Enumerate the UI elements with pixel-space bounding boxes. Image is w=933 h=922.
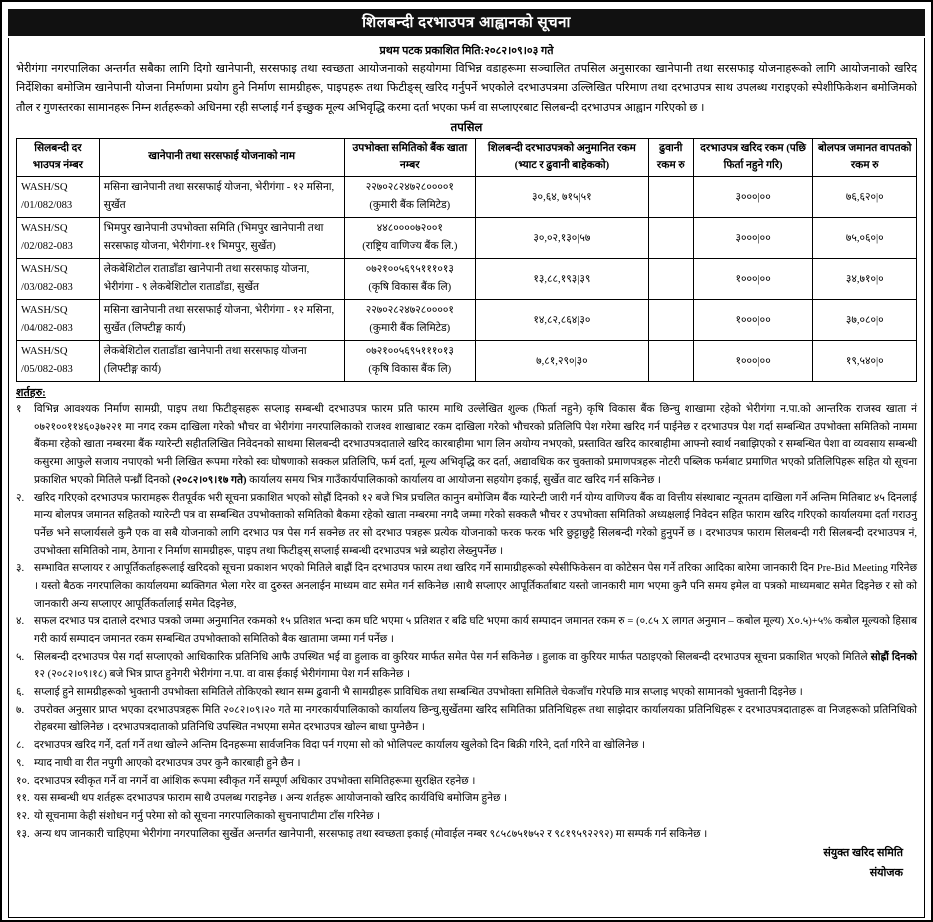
- intro-paragraph: भेरीगंगा नगरपालिका अन्तर्गत सबैका लागि दिगो खानेपानी, सरसफाइ तथा स्वच्छता आयोजनाको सहयोगमा विभिन्न वडाहरूमा सञ्चालित तपसिल अनुसारका खानेपानी तथा सरसफाइ योजनाहरूको लागि आयोजनाको खरिद निर्देशिका बमोजिम खानेपानी योजना निर्माणमा प्रयोग हुने निर्माण सामग्रीहरू, पाइपहरू तथा फिटीङ्स् खरिद गर्नुपर्ने भएकोले दरभाउपत्रमा उल्लिखित परिमाण तथा दरभाउपत्र साथ उपलब्ध गराइएको स्पेशीफिकेशन बमोजिमको तौल र गुणस्तरका सामानहरू निम्न शर्तहरूको अधिनमा रही सप्लाई गर्न इच्छुक मूल्य अभिवृद्धि करमा दर्ता भएका फर्म वा सप्लाएरबाट सिलबन्दी दरभाउपत्र आह्वान गरिएको छ ।: [16, 63, 917, 114]
- term-text-pre: दरभाउपत्र स्वीकृत गर्ने वा नगर्ने वा आंशिक रूपमा स्वीकृत गर्ने सम्पूर्ण अधिकार उपभोक्ता समितिहरूमा सुरक्षित रहनेछ ।: [34, 775, 476, 787]
- term-number: ५.: [16, 651, 25, 663]
- account-number: २२७०२८२४७२८००००१: [365, 305, 454, 317]
- col-header-estimated-amount: शिलबन्दी दरभाउपत्रको अनुमानित रकम (भ्याट र ढुवानी बाहेकको): [475, 139, 648, 177]
- bank-name: (कृषि विकास बैंक लि): [368, 282, 452, 294]
- bank-name: (कुमारी बैंक लिमिटेड): [369, 323, 451, 335]
- bank-account-cell: [344, 259, 475, 300]
- term-text-bold: (२०८२।०९।१७ गते): [172, 474, 247, 486]
- term-item: [16, 808, 917, 826]
- term-text: [34, 773, 917, 791]
- term-number: ७.: [16, 704, 25, 716]
- term-text: [34, 613, 917, 648]
- term-text: [34, 649, 917, 684]
- bid-table: [16, 138, 917, 382]
- term-item: [16, 790, 917, 808]
- bank-name: (कृषि विकास बैंक लि): [368, 364, 452, 376]
- term-text-pre: सिलबन्दी दरभाउपत्र पेस गर्दा सप्लाएको आधिकारिक प्रतिनिधि आफै उपस्थित भई वा हुलाक वा कुरियर मार्फत समेत पेस गर्न सकिनेछ । हुलाक वा कुरियर मार्फत पठाइएको सिलबन्दी दरभाउपत्र सूचना प्रकाशित भएको मितिले: [34, 651, 871, 663]
- term-text-pre: उपरोक्त अनुसार प्राप्त भएका दरभाउपत्रहरू मिति २०८२।०९।२० गते मा नगरकार्यपालिकाको कार्यालय छिन्चु,सुर्खेतमा खरिद समितिका प्रतिनिधिहरू तथा साझेदार कार्यालयका प्रतिनिधिहरू र दरभाउपत्रदाताहरू वा निजहरूको प्रतिनिधिको रोहबरमा खोलिनेछ । दरभाउपत्रदाताको प्रतिनिधि उपस्थित नभएमा समेत दरभाउपत्र खोल्न बाधा पुग्नेछैन ।: [34, 704, 917, 734]
- account-number: ४४८००००७२००१: [376, 223, 443, 235]
- col-header-transport-amount: ढुवानी रकम रु: [648, 139, 693, 177]
- term-text: [34, 560, 917, 613]
- notice-body: [8, 38, 925, 918]
- term-number: ६.: [16, 687, 25, 699]
- term-number: १०.: [16, 775, 30, 787]
- term-item: [16, 560, 917, 613]
- term-text: [34, 737, 917, 755]
- bid-number-line1: WASH/SQ: [21, 223, 68, 235]
- form-fee-cell: ३०००|००: [693, 218, 813, 259]
- page-title: शिलबन्दी दरभाउपत्र आह्वानको सूचना: [362, 15, 571, 31]
- term-text-pre: अन्य थप जानकारी चाहिएमा भेरीगंगा नगरपालिका सुर्खेत अन्तर्गत खानेपानी, सरसफाइ तथा स्वच्छता इकाई (मोवाईल नम्बर ९८५८७५१७५२ र ९८१९५९२२९२) मा सम्पर्क गर्न सकिनेछ ।: [34, 828, 708, 840]
- term-text: [34, 790, 917, 808]
- table-header-row: [17, 139, 917, 177]
- published-date-line: प्रथम पटक प्रकाशित मिति:२०८२।०९।०३ गते: [379, 45, 554, 57]
- term-text-pre: सप्लाई हुने सामग्रीहरूको भुक्तानी उपभोक्ता समितिले तोकिएको स्थान सम्म ढुवानी भै सामग्रीहरू प्राविधिक तथा सम्बन्धित उपभोक्ता समितिले चेकजाँच गरेपछि मात्र सप्लाइ भएको सामानको भुक्तानी दिइनेछ ।: [34, 687, 803, 699]
- bid-number-line1: WASH/SQ: [21, 346, 68, 358]
- transport-amount-cell: [648, 177, 693, 218]
- term-number: ४.: [16, 616, 25, 628]
- terms-heading: शर्तहरु:: [16, 387, 46, 400]
- term-text-pre: यस सम्बन्धी थप शर्तहरू दरभाउपत्र फाराम साथै उपलब्ध गराइनेछ । अन्य शर्तहरू आयोजनाको खरिद कार्यविधि बमोजिम हुनेछ ।: [34, 793, 508, 805]
- table-row: [17, 259, 917, 300]
- bid-number-line2: /04/082-083: [21, 323, 73, 335]
- term-text-pre: विभिन्न आवश्यक निर्माण सामग्री, पाइप तथा फिटीङ्सहरू सप्लाइ सम्बन्धी दरभाउपत्र फारम प्रति फारम माथि उल्लेखित शुल्क (फिर्ता नहुने) कृषि विकास बैंक छिन्चु शाखामा रहेको भेरीगंगा न.पा.को आन्तरिक राजस्व खाता नं ०७२१००११४६०३७२२१ मा नगद रकम दाखिला गरेको भौचर वा भेरीगंगा नगरपालिकाको राजश्व शाखाबाट रकम दाखिला गरेको भौचरको प्रतिलिपि पेश गरेमा खरिद गर्न पाईनेछ र दरभाउपत्र पेश गर्दा सम्बन्धित उपभोक्ता समितिको नाममा बैंकमा रहेको खाता नम्बरमा बैंक ग्यारेन्टी सहीतलिखित निवेदनको साथमा सिलबन्दी दरभाउपत्रदाताले खरिद कारबाहीमा भाग लिन अयोग्य नभएको, प्रस्तावित खरिद कारबाहीमा आफ्नो स्वार्थ नबाझिएको र सम्बन्धित पेशा वा व्यवसाय सम्बन्धी कसुरमा आफुले सजाय नपाएको भनी लिखित रूपमा गरेको स्वः घोषणाको सक्कल प्रतिलिपि, फर्म दर्ता, मूल्य अभिवृद्धि कर दर्ता, अद्यावधिक कर चुक्ताको प्रमाणपत्रहरू नोटरी पब्लिक फर्मबाट प्रमाणित भएको प्रतिलिपिहरू सहित यो सूचना प्रकाशित भएको मितिले पन्ध्रौं दिनको: [34, 404, 917, 486]
- bank-account-cell: [344, 218, 475, 259]
- table-row: [17, 177, 917, 218]
- scheme-name-cell: लेकबेशिटोल राताडाँडा खानेपानी तथा सरसफाइ योजना, भेरीगंगा - ९ लेकबेशिटोल राताडाँडा, सुर्खेत: [99, 259, 344, 300]
- signature-committee: संयुक्त खरिद समिति: [823, 847, 903, 860]
- bank-account-cell: [344, 177, 475, 218]
- bid-security-cell: ७५,०६०|०: [813, 218, 917, 259]
- bid-security-cell: ७६,६२०|०: [813, 177, 917, 218]
- term-item: [16, 401, 917, 489]
- term-text-bold: सोह्रौं दिनको: [870, 651, 917, 663]
- scheme-name-cell: लेकबेशिटोल राताडाँडा खानेपानी तथा सरसफाइ योजना (लिफ्टीङ्ग कार्य): [99, 341, 344, 382]
- account-number: २२७०२८२४७२८००००१: [365, 182, 454, 194]
- term-text-post: कार्यालय समय भित्र गाउँकार्यपालिकाको कार्यालय वा आयोजना सहयोग इकाई, सुर्खेत वाट खरिद गर्न सकिनेछ ।: [246, 474, 661, 486]
- transport-amount-cell: [648, 218, 693, 259]
- term-number: १: [16, 404, 22, 416]
- transport-amount-cell: [648, 259, 693, 300]
- bid-number-line1: WASH/SQ: [21, 182, 68, 194]
- term-item: [16, 737, 917, 755]
- term-number: १३.: [16, 828, 30, 840]
- term-text-pre: सम्भावित सप्लायर र आपूर्तिकर्ताहरूलाई खरिदको सूचना प्रकाशन भएको मितिले बाह्रौं दिन दरभाउपत्र फारम तथा खरिद गर्ने सामाग्रीहरूको स्पेसीफिकेसन वा कोटेसन पेस गर्ने तरिका आदिका बारेमा जानकारी दिन Pre-Bid Meeting गरिनेछ । यस्तो बैठक नगरपालिका कार्यालयमा ब्यक्तिगत भेला गरेर वा दुरुस्त अनलाईन माध्यम वाट समेत गर्न सकिनेछ ।साथै सप्लाएर आपूर्तिकर्ताबाट यस्तो जानकारी माग भएमा कुनै पनि समय इमेल वा पत्रको माध्यमबाट समेत दिइनेछ र सो को जानकारी अन्य सप्लाएर आपूर्तिकर्तालाई समेत दिइनेछ,: [34, 563, 917, 610]
- estimated-amount-cell: ३०,०२,१३०|५७: [475, 218, 648, 259]
- bid-security-cell: १९,५४०|०: [813, 341, 917, 382]
- bank-name: (कुमारी बैंक लिमिटेड): [369, 200, 451, 212]
- term-item: [16, 490, 917, 561]
- bid-number-line2: /05/082-083: [21, 364, 73, 376]
- term-item: [16, 684, 917, 702]
- bid-number-line2: /02/082-083: [21, 241, 73, 253]
- bid-number-line2: /01/082/083: [21, 200, 73, 212]
- term-item: [16, 649, 917, 684]
- estimated-amount-cell: १४,८२,८६४|३०: [475, 300, 648, 341]
- col-header-scheme-name: खानेपानी तथा सरसफाई योजनाको नाम: [99, 139, 344, 177]
- term-number: १२.: [16, 810, 30, 822]
- term-text-pre: यो सूचनामा केही संशोधन गर्नु परेमा सो को सूचना नगरपालिकाको सुचनापाटीमा टाँस गरिनेछ ।: [34, 810, 381, 822]
- term-item: [16, 755, 917, 773]
- form-fee-cell: १०००|००: [693, 259, 813, 300]
- table-row: [17, 218, 917, 259]
- scheme-name-cell: मसिना खानेपानी तथा सरसफाई योजना, भेरीगंगा - १२ मसिना, सुर्खेत (लिफ्टीङ्ग कार्य): [99, 300, 344, 341]
- term-item: [16, 613, 917, 648]
- bid-number-cell: [17, 341, 100, 382]
- bid-number-cell: [17, 218, 100, 259]
- term-number: ८.: [16, 740, 25, 752]
- term-text-pre: सफल दरभाउ पत्र दाताले दरभाउ पत्रको जम्मा अनुमानित रकमको १५ प्रतिशत भन्दा कम घटि भएमा ५ प्रतिशत र बढि घटि भएमा कार्य सम्पादन जमानत रकम रु = (०.८५ X लागत अनुमान – कबोल मूल्य) X०.५)+५% कबोल मूल्यको हिसाब गरी कार्य सम्पादन जमानत रकम सम्बन्धित उपभोक्ताको समितिको बैक खातामा जम्मा गर्न पर्नेछ ।: [34, 616, 917, 646]
- bank-account-cell: [344, 300, 475, 341]
- form-fee-cell: १०००|००: [693, 341, 813, 382]
- signature-role: संयोजक: [869, 867, 903, 880]
- bid-security-cell: ३४,७१०|०: [813, 259, 917, 300]
- tapasil-heading: तपसिल: [450, 122, 483, 135]
- account-number: ०७२१००५६९५१११०१३: [365, 264, 454, 276]
- table-row: [17, 300, 917, 341]
- transport-amount-cell: [648, 300, 693, 341]
- estimated-amount-cell: ७,८१,२९०|३०: [475, 341, 648, 382]
- term-number: ११.: [16, 793, 30, 805]
- term-item: [16, 702, 917, 737]
- bank-account-cell: [344, 341, 475, 382]
- transport-amount-cell: [648, 341, 693, 382]
- table-row: [17, 341, 917, 382]
- bid-number-cell: [17, 259, 100, 300]
- notice-title-bar: [8, 9, 925, 36]
- term-number: ९.: [16, 757, 25, 769]
- bid-security-cell: ३७,०८०|०: [813, 300, 917, 341]
- term-text: [34, 702, 917, 737]
- term-item: [16, 826, 917, 844]
- scheme-name-cell: मसिना खानेपानी तथा सरसफाई योजना, भेरीगंगा - १२ मसिना, सुर्खेत: [99, 177, 344, 218]
- term-text: [34, 490, 917, 561]
- estimated-amount-cell: १३,८८,१९३|३९: [475, 259, 648, 300]
- estimated-amount-cell: ३०,६४, ७१५|५१: [475, 177, 648, 218]
- term-text: [34, 808, 917, 826]
- bank-name: (राष्ट्रिय वाणिज्य बैंक लि.): [362, 241, 458, 253]
- col-header-bid-number: सिलबन्दी दर भाउपत्र नंम्बर: [17, 139, 100, 177]
- col-header-bank-account: उपभोक्ता समितिको बैंक खाता नम्बर: [344, 139, 475, 177]
- signature-block: [16, 844, 917, 884]
- term-text-post: १२ (२०८२।०९।१८) बजे भित्र प्राप्त हुनेगरी भेरीगंगा न.पा. वा वास ईकाई भेरीगंगामा पेश गर्न सकिनेछ ।: [34, 669, 411, 681]
- term-text: [34, 826, 917, 844]
- form-fee-cell: १०००|००: [693, 300, 813, 341]
- term-number: २.: [16, 492, 25, 504]
- col-header-form-fee: दरभाउपत्र खरिद रकम (पछि फिर्ता नहुने गरि): [693, 139, 813, 177]
- terms-section: [16, 385, 917, 843]
- term-text: [34, 401, 917, 489]
- account-number: ०७२१००५६९५१११०१३: [365, 346, 454, 358]
- term-number: ३.: [16, 563, 25, 575]
- term-text-pre: म्याद नाघी वा रीत नपुगी आएको दरभाउपत्र उपर कुनै कारबाही हुने छैन ।: [34, 757, 301, 769]
- term-text: [34, 684, 917, 702]
- bid-number-line2: /03/082-083: [21, 282, 73, 294]
- bid-number-line1: WASH/SQ: [21, 305, 68, 317]
- bid-number-cell: [17, 300, 100, 341]
- col-header-bid-security: बोलपत्र जमानत वापतको रकम रु: [813, 139, 917, 177]
- term-text: [34, 755, 917, 773]
- scheme-name-cell: भिमपुर खानेपानी उपभोक्ता समिति (भिमपुर खानेपानी तथा सरसफाइ योजना, भेरीगंगा-११ भिमपुर, सुर्खेत): [99, 218, 344, 259]
- term-text-pre: दरभाउपत्र खरिद गर्ने, दर्ता गर्ने तथा खोल्ने अन्तिम दिनहरूमा सार्वजनिक विदा पर्न गएमा सो को भोलिपल्ट कार्यालय खुलेको दिन बिक्री गरिने, दर्ता गरिने वा खोलिनेछ ।: [34, 740, 645, 752]
- bid-number-cell: [17, 177, 100, 218]
- form-fee-cell: ३०००|००: [693, 177, 813, 218]
- term-item: [16, 773, 917, 791]
- bid-number-line1: WASH/SQ: [21, 264, 68, 276]
- term-text-pre: खरिद गरिएको दरभाउपत्र फारामहरू रीतपूर्वक भरी सूचना प्रकाशित भएको सोह्रौं दिनको १२ बजे भित्र प्रचलित कानुन बमोजिम बैंक ग्यारेन्टी जारी गर्न योग्य वाणिज्य बैंक वा वित्तीय संस्थाबाट न्यूनतम दाखिला गर्ने अन्तिम मितिबाट ४५ दिनलाई मान्य बोलपत्र जमानत सहितको ग्यारेन्टी पत्र वा सम्बन्धित उपभोक्ताको समितिको बैकमा रहेको खाता नम्बरमा नगदै जम्मा गरेको सक्कलै भौचर र उपभोक्ता समितिको अध्यक्षलाई निवेदन सहित फाराम खरिद गरिएको कार्यालयमा दर्ता गराउनु पर्नेछ भने सप्लार्यसले कुनै एक वा सबै योजनाको लागि दरभाउ पत्र पेस गर्न सक्नेछ तर सो दरभाउ पत्रहरू प्रत्येक योजनाको फरक फरक भरि छुट्टाछुट्टै सिलबन्दी गरेको हुनुपर्ने छ । दरभाउपत्र फाराम सिलबन्दी गरी सिलबन्दी दरभाउपत्र नं, उपभोक्ता समितिको नाम, ठेगाना र निर्माण सामग्रीहरू, पाइप तथा फिटीङ्स् सप्लाई सम्बन्धी दरभाउपत्र भन्ने ब्यहोरा लेख्नुपर्नेछ ।: [34, 492, 917, 557]
